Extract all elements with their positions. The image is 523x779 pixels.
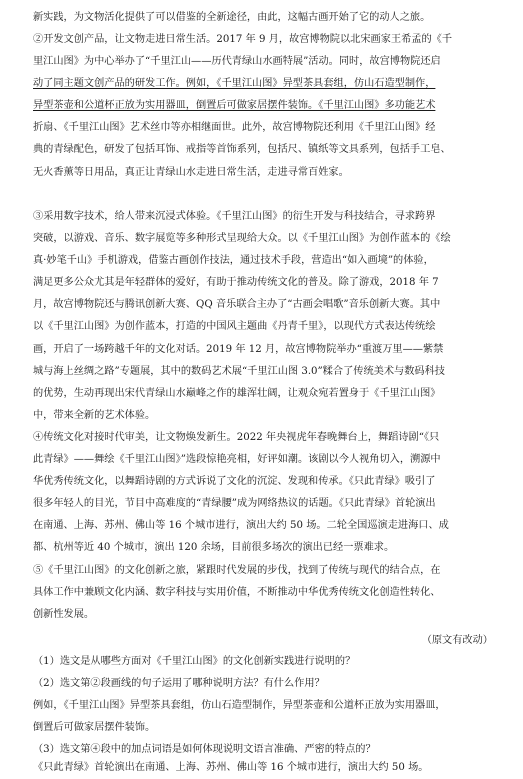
- text-line: 月，故宫博物院还与腾讯创新大赛、QQ 音乐联合主办了“古画会唱歌”音乐创新大赛。其中: [33, 299, 441, 311]
- text-line: ③采用数字技术，给人带来沉浸式体验。《千里江山图》的衍生开发与科技结合，寻求跨界: [33, 211, 436, 222]
- text-line: 突破，以游戏、音乐、数字展览等多种形式呈现给大众。以《千里江山图》为创作蓝本的《绘: [33, 233, 451, 245]
- paragraph-2: [33, 29, 495, 184]
- paragraph-3: [33, 206, 495, 427]
- text-line: 具体工作中兼顾文化内涵、数字科技与实用价值，不断推动中华优秀传统文化创造性转化、: [33, 587, 441, 599]
- text-line: 都、杭州等近 40 个城市，演出 120 余场，目前很多场次的演出已经一票难求。: [33, 542, 395, 554]
- question-1: （1）选文是从哪些方面对《千里江山图》的文化创新实践进行说明的？: [33, 656, 356, 667]
- paragraph-5: [33, 560, 495, 626]
- quoted-sentence-2: 《只此青绿》首轮演出在南通、上海、苏州、佛山等 16 个城市进行，演出大约 50 场。: [33, 762, 429, 773]
- text-line: ⑤《千里江山图》的文化创新之旅，紧跟时代发展的步伐，找到了传统与现代的结合点，在: [33, 565, 441, 576]
- source-note: （原文有改动）: [421, 635, 493, 646]
- text-line: ②开发文创产品，让文物走进日常生活。2017 年 9 月，故宫博物院以北宋画家王希孟的《千: [33, 34, 453, 45]
- question-3: （3）选文第④段中的加点词语是如何体现说明文语言准确、严密的特点的？: [33, 744, 376, 755]
- text-line: 典的青绿配色，研发了包括耳饰、戒指等首饰系列，包括尺、镇纸等文具系列，包括手工皂、: [33, 144, 451, 156]
- text-line: 里江山图》为中心举办了“千里江山——历代青绿山水画特展”活动。同时，故宫博物院还启: [33, 56, 441, 68]
- quoted-sentence-cont: 倒置后可做家居摆件装饰。: [33, 722, 156, 733]
- text-line: 画，开启了一场跨越千年的文化对话。2019 年 12 月，故宫博物院举办“重渡万里——紫禁: [33, 343, 444, 355]
- text-line: 满足更多公众尤其是年轻群体的爱好，有助于推动传统文化的普及。除了游戏，2018 年 7: [33, 277, 439, 289]
- text-line: 的优势，生动再现出宋代青绿山水巅峰之作的雄浑壮阔，让观众宛若置身于《千里江山图》: [33, 387, 441, 399]
- question-2: （2）选文第②段画线的句子运用了哪种说明方法？有什么作用？: [33, 678, 325, 689]
- text-line: 以《千里江山图》为创作蓝本，打造的中国风主题曲《丹青千里》，以现代方式表达传统绘: [33, 321, 436, 333]
- text-line: 华优秀传统文化，以舞蹈诗剧的方式诉说了文化的沉淀、发现和传承。《只此青绿》吸引了: [33, 476, 436, 488]
- text-line: 无火香薰等日用品，真正让青绿山水走进日常生活，走进寻常百姓家。: [33, 166, 349, 178]
- underlined-line: 动了同主题文创产品的研发工作。例如，《千里江山图》异型茶具套组，仿山石造型制作，: [33, 78, 436, 90]
- paragraph-1: [33, 7, 495, 29]
- text-line: 折扇、《千里江山图》艺术丝巾等亦相继面世。此外，故宫博物院还利用《千里江山图》经: [33, 122, 436, 134]
- text-line: 真·妙笔千山》手机游戏，借鉴古画创作技法，通过技术手段，营造出“如入画境”的体验，: [33, 255, 434, 267]
- text-line: 很多年轻人的目光，节目中高难度的“青绿腰”成为网络热议的话题。《只此青绿》首轮演出: [33, 498, 436, 510]
- paragraph-4: [33, 427, 495, 560]
- text-line: 新实践，为文物活化提供了可以借鉴的全新途径，由此，这幅古画开始了它的动人之旅。: [33, 12, 431, 23]
- text-line: 创新性发展。: [33, 609, 95, 621]
- underlined-line: 异型茶壶和公道杯正放为实用器皿，倒置后可做家居摆件装饰。《千里江山图》多功能艺术: [33, 100, 436, 112]
- text-line: 城与海上丝绸之路”专题展，其中的数码艺术展“千里江山图 3.0”糅合了传统美术与数码科技: [33, 365, 445, 377]
- text-line: 中，带来全新的艺术体验。: [33, 409, 156, 421]
- text-line: 在南通、上海、苏州、佛山等 16 个城市进行，演出大约 50 场。二轮全国巡演走进海口、成: [33, 520, 449, 532]
- quoted-sentence: 例如，《千里江山图》异型茶具套组，仿山石造型制作，异型茶壶和公道杯正放为实用器皿，: [33, 700, 446, 711]
- text-line: ④传统文化对接时代审美，让文物焕发新生。2022 年央视虎年春晚舞台上，舞蹈诗剧“《只: [33, 432, 440, 443]
- text-line: 此青绿》——舞绘《千里江山图》”选段惊艳亮相，好评如潮。该剧以今人视角切入，溯源中: [33, 454, 441, 466]
